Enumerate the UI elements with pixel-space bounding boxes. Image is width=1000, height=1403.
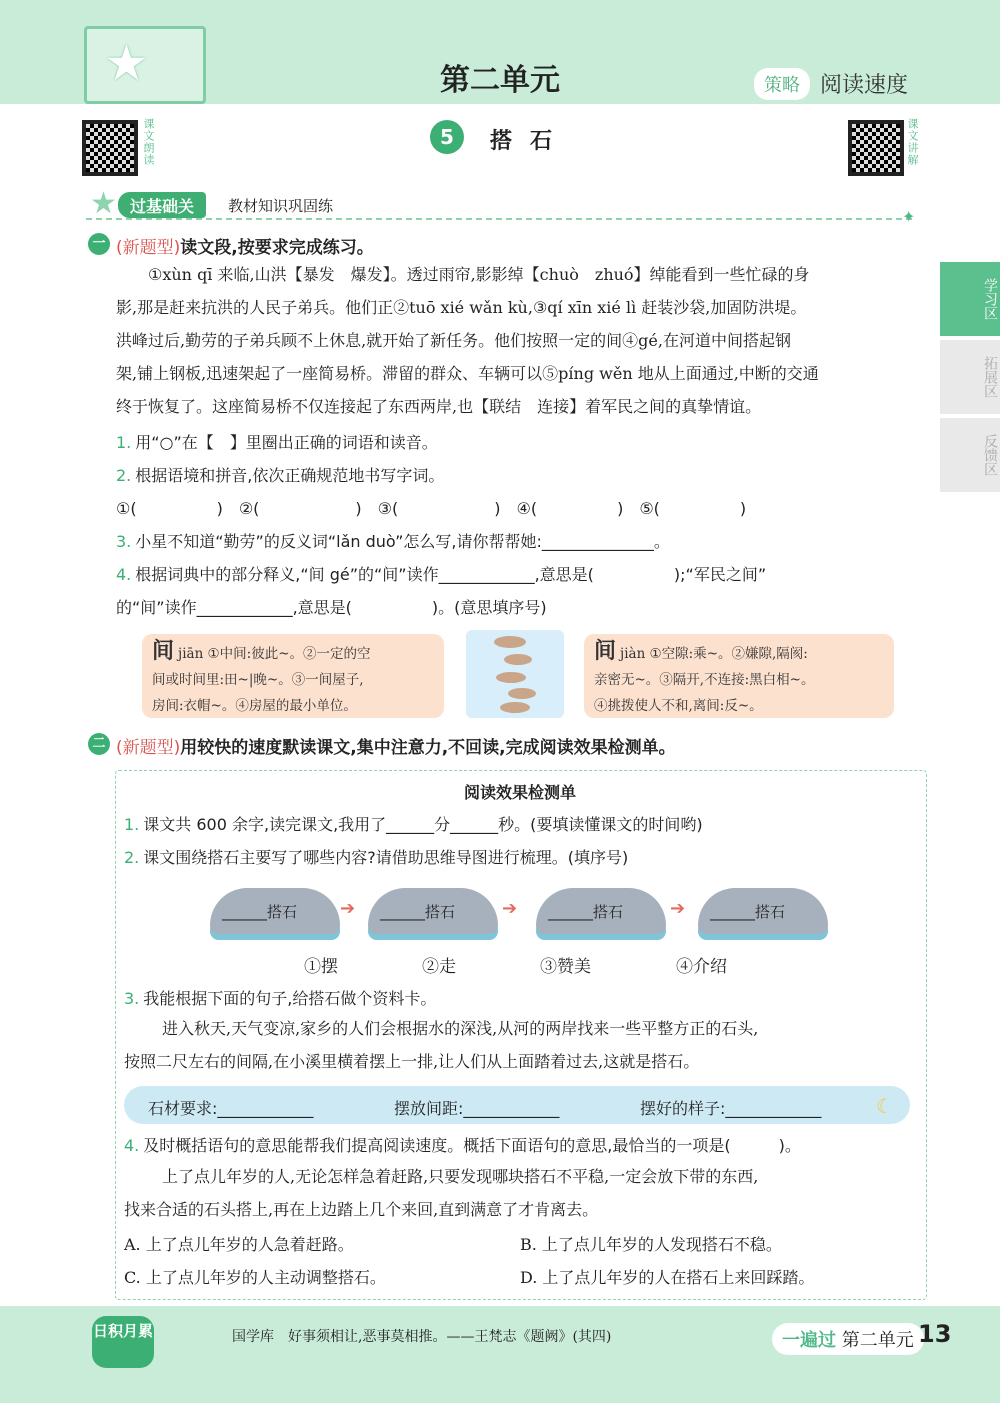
choice-d[interactable]: D. 上了点儿年岁的人在搭石上来回踩踏。	[520, 1268, 815, 1287]
section-label: 过基础关	[118, 192, 206, 218]
item-number: 1.	[116, 433, 132, 452]
footer-badge: 日积月累	[92, 1316, 154, 1368]
choice-b[interactable]: B. 上了点儿年岁的人发现搭石不稳。	[520, 1235, 782, 1254]
footer-quote: 国学库 好事须相让,恶事莫相推。——王梵志《题阙》(其四)	[232, 1329, 612, 1345]
strategy-badge: 策略	[754, 68, 810, 100]
item-number: 2.	[124, 848, 140, 867]
item-number: 3.	[124, 989, 140, 1008]
star-icon: ✦	[902, 207, 916, 226]
qr-code-icon[interactable]	[82, 120, 138, 176]
rock-label[interactable]: ______搭石	[710, 903, 786, 921]
question-tag: (新题型)	[116, 238, 181, 258]
option: ①摆	[304, 957, 338, 977]
passage-line: 影,那是赶来抗洪的人民子弟兵。他们正②tuō xié wǎn kù,③qí xīn xié lì 赶装沙袋,加固防洪堤。	[116, 298, 807, 317]
page-number: 13	[918, 1320, 952, 1348]
dict-char: 间	[594, 638, 617, 664]
question-item[interactable]	[116, 529, 670, 552]
question-item[interactable]: 的“间”读作____________,意思是( )。(意思填序号)	[116, 598, 547, 617]
rock-label[interactable]: ______搭石	[222, 903, 298, 921]
item-number: 1.	[124, 815, 140, 834]
dict-entry-right	[584, 634, 894, 718]
card-field-material[interactable]: 石材要求:____________	[148, 1099, 314, 1118]
passage-line: ①xùn qī 来临,山洪【暴发 爆发】。透过雨帘,影影绰【chuò zhuó】绰能看到一些忙碌的身	[148, 265, 810, 284]
arrow-right-icon: ➔	[502, 898, 518, 919]
passage-line: 按照二尺左右的间隔,在小溪里横着摆上一排,让人们从上面踏着过去,这就是搭石。	[124, 1052, 700, 1071]
option: ②走	[422, 957, 456, 977]
dict-char: 间	[152, 638, 175, 664]
lesson-number: 5	[430, 120, 464, 154]
tab-study[interactable]: 学习区	[940, 262, 1000, 336]
divider	[86, 218, 912, 220]
item-text: 根据语境和拼音,依次正确规范地书写字词。	[135, 466, 445, 485]
star-mascot-icon: ★	[90, 186, 117, 221]
passage	[116, 258, 926, 423]
card-field-appearance[interactable]: 摆好的样子:____________	[640, 1099, 822, 1118]
unit-title: 第二单元	[440, 63, 560, 98]
item-text: 及时概括语句的意思能帮我们提高阅读速度。概括下面语句的意思,最恰当的一项是( )。	[143, 1136, 801, 1155]
item-text: 小星不知道“勤劳”的反义词“lǎn duò”怎么写,请你帮帮她:______________。	[135, 532, 670, 551]
star-mascot-icon: ★	[104, 34, 149, 92]
passage-line: 进入秋天,天气变凉,家乡的人们会根据水的深浅,从河的两岸找来一些平整方正的石头,	[162, 1019, 759, 1038]
passage-line: 架,铺上钢板,迅速架起了一座简易桥。滞留的群众、车辆可以⑤píng wěn 地从上面通过,中断的交通	[116, 364, 819, 383]
question-number: 二	[88, 733, 110, 755]
item-text: 课文围绕搭石主要写了哪些内容?请借助思维导图进行梳理。(填序号)	[143, 848, 629, 867]
dict-line: jiān ①中间:彼此~。②一定的空	[178, 646, 371, 662]
item-text: 根据词典中的部分释义,“间 gé”的“间”读作____________,意思是( );“军民之间”	[135, 565, 767, 584]
question-number: 一	[88, 233, 110, 255]
checklist-title: 阅读效果检测单	[463, 783, 576, 802]
question-item	[124, 845, 628, 868]
rock-label[interactable]: ______搭石	[380, 903, 456, 921]
choice-a[interactable]: A. 上了点儿年岁的人急着赶路。	[124, 1235, 354, 1254]
brand-name: 一遍过	[782, 1330, 836, 1351]
item-number: 3.	[116, 532, 132, 551]
choice-c[interactable]: C. 上了点儿年岁的人主动调整搭石。	[124, 1268, 386, 1287]
question-instruction: 用较快的速度默读课文,集中注意力,不回读,完成阅读效果检测单。	[180, 738, 676, 758]
qr-code-icon[interactable]	[848, 120, 904, 176]
moon-icon: ☾	[876, 1094, 894, 1118]
card-field-spacing[interactable]: 摆放间距:____________	[394, 1099, 560, 1118]
lesson-title: 搭石	[490, 129, 571, 154]
passage-line: 洪峰过后,勤劳的子弟兵顾不上休息,就开始了新任务。他们按照一定的间④gé,在河道中间搭起钢	[116, 331, 791, 350]
passage-line: 终于恢复了。这座简易桥不仅连接起了东西两岸,也【联结 连接】着军民之间的真挚情谊。	[116, 397, 762, 416]
item-number: 4.	[124, 1136, 140, 1155]
tab-expand[interactable]: 拓展区	[940, 340, 1000, 414]
option: ④介绍	[676, 957, 727, 977]
dict-line: 间或时间里:田~|晚~。③一间屋子,	[152, 672, 364, 688]
arrow-right-icon: ➔	[670, 898, 686, 919]
dict-line: jiàn ①空隙:乘~。②嫌隙,隔阂:	[620, 646, 808, 662]
passage	[124, 1160, 920, 1226]
question-item[interactable]	[124, 812, 703, 835]
stepping-stones-image	[466, 630, 564, 718]
dict-line: 亲密无~。③隔开,不连接:黑白相~。	[594, 672, 815, 688]
question-item[interactable]	[116, 562, 766, 585]
brand-unit: 第二单元	[841, 1330, 914, 1351]
question-heading	[116, 733, 676, 758]
question-item	[116, 430, 438, 453]
strategy-text: 阅读速度	[820, 73, 909, 98]
question-item	[124, 986, 436, 1009]
question-heading	[116, 233, 374, 258]
answer-blanks[interactable]: ①( ) ②( ) ③( ) ④( ) ⑤( )	[116, 499, 747, 518]
section-subtitle: 教材知识巩固练	[228, 197, 334, 215]
footer-brand	[772, 1323, 924, 1355]
question-item[interactable]	[124, 1133, 801, 1156]
dict-line: 房间:衣帽~。④房屋的最小单位。	[152, 698, 357, 714]
rock-label[interactable]: ______搭石	[548, 903, 624, 921]
passage-line: 找来合适的石头搭上,再在上边踏上几个来回,直到满意了才肯离去。	[124, 1200, 599, 1219]
question-item	[116, 463, 444, 486]
passage	[124, 1012, 920, 1078]
item-text: 课文共 600 余字,读完课文,我用了______分______秒。(要填读懂课文的时间哟)	[143, 815, 703, 834]
qr-right-label: 课文讲解	[906, 118, 919, 166]
dict-line: ④挑拨使人不和,离间:反~。	[594, 698, 763, 714]
dict-entry-left	[142, 634, 444, 718]
item-text: 用“○”在【 】里圈出正确的词语和读音。	[135, 433, 438, 452]
item-number: 2.	[116, 466, 132, 485]
passage-line: 上了点儿年岁的人,无论怎样急着赶路,只要发现哪块搭石不平稳,一定会放下带的东西,	[162, 1167, 759, 1186]
qr-left-label: 课文朗读	[142, 118, 155, 166]
question-instruction: 读文段,按要求完成练习。	[180, 238, 374, 258]
item-text: 我能根据下面的句子,给搭石做个资料卡。	[143, 989, 437, 1008]
item-number: 4.	[116, 565, 132, 584]
question-tag: (新题型)	[116, 738, 181, 758]
tab-feedback[interactable]: 反馈区	[940, 418, 1000, 492]
option: ③赞美	[540, 957, 591, 977]
arrow-right-icon: ➔	[340, 898, 356, 919]
